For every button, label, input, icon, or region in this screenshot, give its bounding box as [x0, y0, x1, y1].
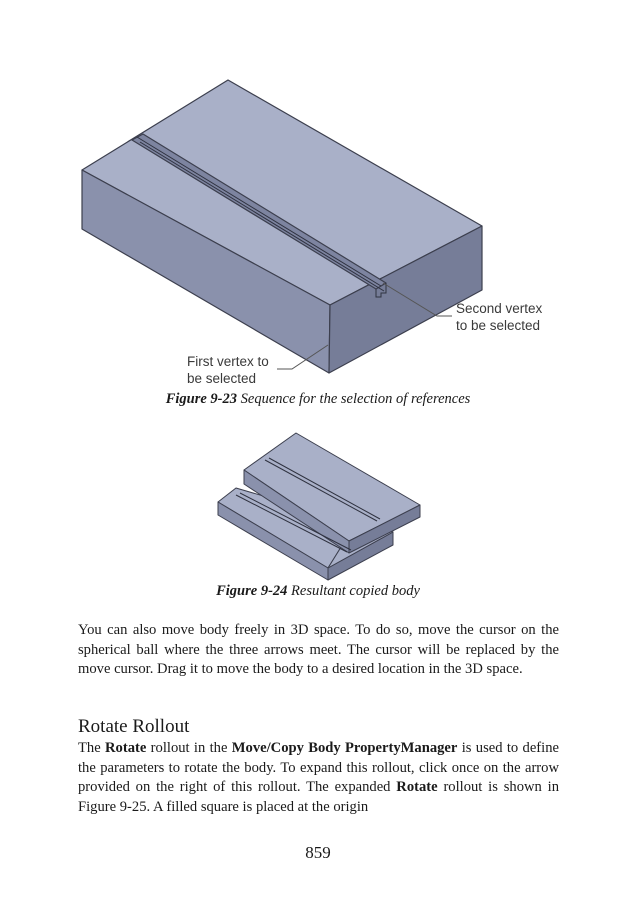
- paragraph-move-freely: You can also move body freely in 3D space. To do so, move the cursor on the spherical ball where the three arrows meet. The cursor will be replaced by the move cursor. Drag it to move the body to a desired location in the 3D space.: [78, 622, 559, 678]
- figure-9-24-caption: [0, 583, 636, 600]
- callout-second-line-2: to be selected: [456, 318, 541, 333]
- callout-first-line-1: First vertex to: [187, 354, 269, 369]
- rotate-bold-2: Rotate: [396, 779, 438, 796]
- figure-9-23-label: Figure 9-23: [165, 391, 238, 407]
- figure-9-23-caption-text: Sequence for the selection of references: [237, 391, 471, 407]
- rotate-bold-1: Rotate: [105, 740, 147, 756]
- callout-first-vertex: [187, 353, 269, 387]
- page-number: 859: [305, 843, 331, 862]
- figure-9-23-block-illustration: [70, 70, 570, 390]
- callout-second-vertex: [456, 300, 542, 334]
- rotate-text-2: rollout in the: [146, 740, 232, 756]
- callout-first-line-2: be selected: [187, 371, 257, 386]
- figure-9-24-label: Figure 9-24: [216, 583, 288, 599]
- figure-9-24-caption-text: Resultant copied body: [287, 583, 420, 599]
- section-heading-rotate-rollout: Rotate Rollout: [78, 716, 190, 737]
- property-manager-bold: Move/Copy Body PropertyManager: [231, 740, 458, 756]
- rotate-text-4: rollout is shown in Figure 9-25. A filled square is placed at the origin: [78, 779, 559, 815]
- rotate-text-1: The: [78, 740, 106, 756]
- figure-9-23-caption: [0, 391, 636, 408]
- figure-9-24-copied-body-illustration: [210, 425, 430, 585]
- callout-second-line-1: Second vertex: [456, 301, 543, 316]
- rotate-text-3: is used to define the parameters to rotate the body. To expand this rollout, click once on the arrow provided on the right of this rollout. The expanded: [78, 740, 559, 796]
- paragraph-rotate-rollout: [78, 739, 559, 817]
